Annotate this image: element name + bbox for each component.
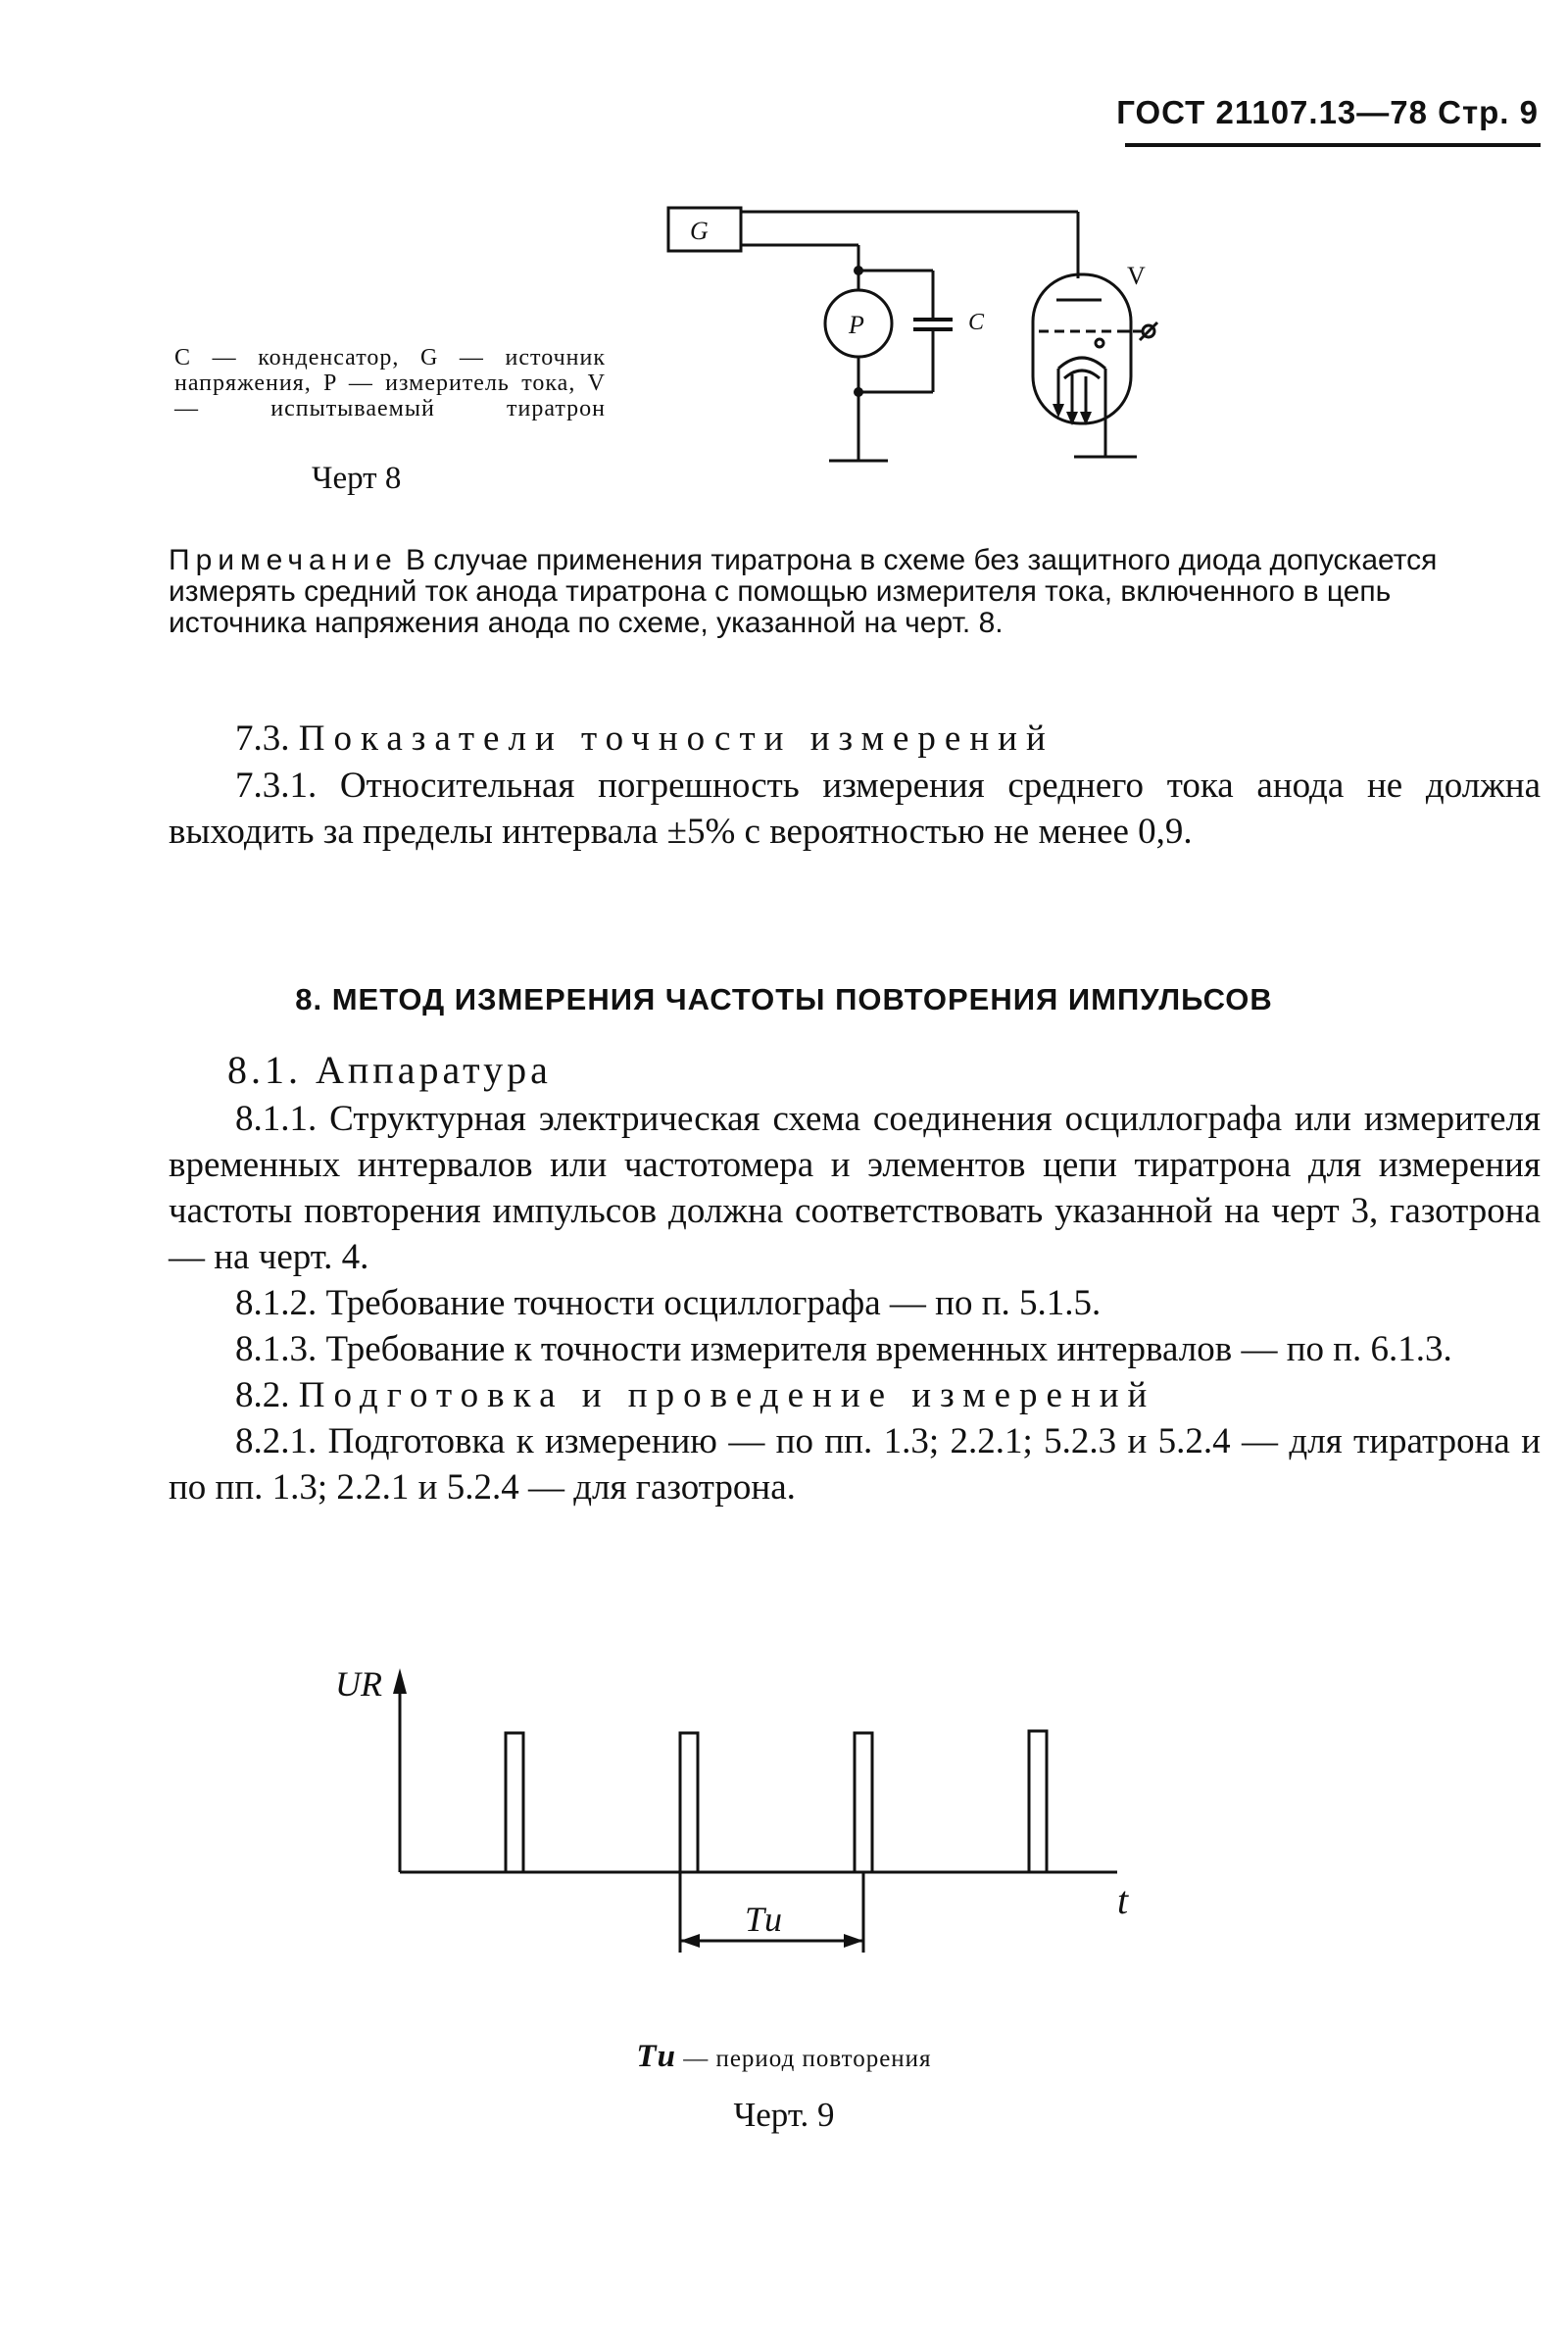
paragraph-8-1-3: 8.1.3. Требование к точности измерителя временных интервалов — по п. 6.1.3.: [235, 1329, 1452, 1369]
period-label: Tи: [745, 1900, 783, 1939]
section-8-2-title: Подготовка и проведение измерений: [298, 1375, 1156, 1415]
paragraph-8-1-2: 8.1.2. Требование точности осциллографа — по п. 5.1.5.: [235, 1283, 1102, 1323]
header-rule: [1125, 143, 1541, 147]
paragraph-7-3-1: 7.3.1. Относительная погрешность измерения среднего тока анода не должна выходить за пределы интервала ±5% с вероятностью не менее 0,9.: [169, 766, 1541, 852]
pulse-1: [506, 1733, 523, 1872]
label-c: C: [968, 310, 985, 335]
y-axis-label: UR: [335, 1664, 382, 1704]
section-8-2-number: 8.2.: [235, 1375, 290, 1415]
figure8-legend: C — конденсатор, G — источник напряжения, P — измеритель тока, V — испытываемый тиратрон: [174, 345, 606, 421]
pulse-2: [680, 1733, 698, 1872]
x-axis-label: t: [1117, 1878, 1129, 1922]
paragraph-8-2-1: 8.2.1. Подготовка к измерению — по пп. 1.3; 2.2.1; 5.2.3 и 5.2.4 — для тиратрона и по пп. 1.3; 2.2.1 и 5.2.4 — для газотрона.: [169, 1421, 1541, 1508]
section-7-3-number: 7.3.: [235, 718, 290, 759]
paragraph-8-1-1: 8.1.1. Структурная электрическая схема соединения осциллографа или измерителя временных интервалов или частотомера и элементов цепи тиратрона для измерения частоты повторения импульсов должна соответствовать указанной на черт 3, газотрона — на черт. 4.: [169, 1099, 1541, 1277]
note-paragraph: [169, 545, 1535, 639]
section-8-1-heading: 8.1. Аппаратура: [227, 1048, 552, 1092]
section-8-body: [169, 1096, 1541, 1510]
label-v: V: [1127, 262, 1146, 290]
figure9-legend-symbol: Tи: [636, 2039, 676, 2074]
thyratron-v: [1033, 274, 1131, 423]
pulse-diagram: [314, 1647, 1196, 2029]
figure8-caption: Черт 8: [312, 461, 402, 496]
figure9-legend-text: — период повторения: [683, 2046, 932, 2072]
section-8-2-heading: [169, 1372, 1541, 1418]
circuit-diagram: [627, 186, 1176, 480]
figure9-caption: Черт. 9: [733, 2096, 835, 2134]
section-8-title: 8. МЕТОД ИЗМЕРЕНИЯ ЧАСТОТЫ ПОВТОРЕНИЯ ИМПУЛЬСОВ: [295, 982, 1273, 1016]
section-7-3-heading: [169, 716, 1541, 762]
page-header: ГОСТ 21107.13—78 Стр. 9: [1116, 94, 1539, 130]
figure9-legend: [0, 2039, 1568, 2075]
note-lead: Примечание: [169, 544, 398, 576]
section-7-3-title: Показатели точности измерений: [298, 718, 1054, 759]
pulse-3: [855, 1733, 872, 1872]
note-text: В случае применения тиратрона в схеме без защитного диода допускается измерять средний ток анода тиратрона с помощью измерителя тока, включенного в цепь источника напряжения анода по схеме, указанной на черт. 8.: [169, 544, 1438, 639]
pulse-4: [1029, 1731, 1047, 1872]
label-p: P: [849, 311, 864, 339]
label-g: G: [690, 217, 709, 245]
